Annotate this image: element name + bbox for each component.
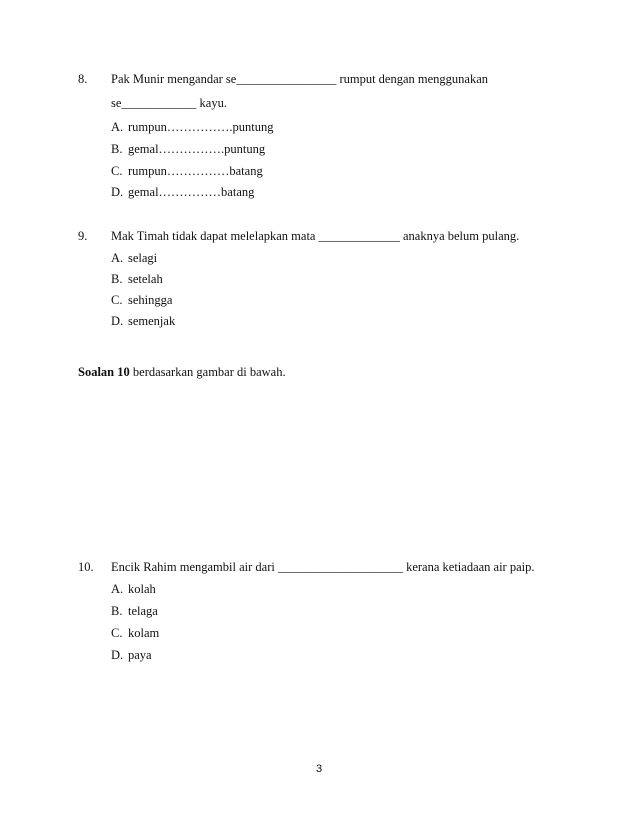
option-letter: B. bbox=[111, 604, 123, 618]
option-text: gemal…………….puntung bbox=[128, 142, 266, 156]
option-text: rumpun……………batang bbox=[128, 164, 263, 178]
option-letter: B. bbox=[111, 272, 123, 286]
option-letter: C. bbox=[111, 164, 123, 178]
option-letter: D. bbox=[111, 648, 124, 662]
section-intro-bold: Soalan 10 bbox=[78, 365, 130, 379]
question-8-text-cont: se____________ kayu. bbox=[111, 96, 227, 110]
question-8-option-c bbox=[111, 164, 263, 179]
picture-area bbox=[111, 388, 531, 548]
question-9-option-d bbox=[111, 314, 175, 329]
option-letter: A. bbox=[111, 120, 124, 134]
question-8-option-a bbox=[111, 120, 273, 135]
section-intro-rest: berdasarkan gambar di bawah. bbox=[129, 365, 286, 379]
option-letter: C. bbox=[111, 626, 123, 640]
question-10-option-d bbox=[111, 648, 152, 663]
option-letter: D. bbox=[111, 314, 124, 328]
question-8-text: Pak Munir mengandar se________________ rumput dengan menggunakan bbox=[111, 72, 489, 86]
question-10-option-a bbox=[111, 582, 156, 597]
option-text: gemal……………batang bbox=[128, 185, 255, 199]
option-letter: A. bbox=[111, 251, 124, 265]
option-letter: B. bbox=[111, 142, 123, 156]
question-9-option-c bbox=[111, 293, 172, 308]
option-text: sehingga bbox=[128, 293, 173, 307]
question-9-option-b bbox=[111, 272, 163, 287]
question-9-number: 9. bbox=[78, 229, 88, 243]
section-intro bbox=[78, 365, 286, 380]
option-text: setelah bbox=[128, 272, 163, 286]
page-number: 3 bbox=[315, 763, 323, 775]
option-letter: A. bbox=[111, 582, 124, 596]
question-10-option-b bbox=[111, 604, 158, 619]
question-8-number: 8. bbox=[78, 72, 88, 86]
question-9-option-a bbox=[111, 251, 157, 266]
question-8-option-b bbox=[111, 142, 265, 157]
option-letter: D. bbox=[111, 185, 124, 199]
question-8-option-d bbox=[111, 185, 254, 200]
option-text: rumpun…………….puntung bbox=[128, 120, 274, 134]
option-text: telaga bbox=[128, 604, 158, 618]
option-text: kolam bbox=[128, 626, 160, 640]
option-text: selagi bbox=[128, 251, 158, 265]
option-text: paya bbox=[128, 648, 152, 662]
question-10-text: Encik Rahim mengambil air dari ____________________ kerana ketiadaan air paip. bbox=[111, 560, 535, 574]
option-letter: C. bbox=[111, 293, 123, 307]
question-10-option-c bbox=[111, 626, 159, 641]
question-10-number: 10. bbox=[78, 560, 94, 574]
option-text: semenjak bbox=[128, 314, 176, 328]
option-text: kolah bbox=[128, 582, 156, 596]
question-9-text: Mak Timah tidak dapat melelapkan mata _____________ anaknya belum pulang. bbox=[111, 229, 520, 243]
